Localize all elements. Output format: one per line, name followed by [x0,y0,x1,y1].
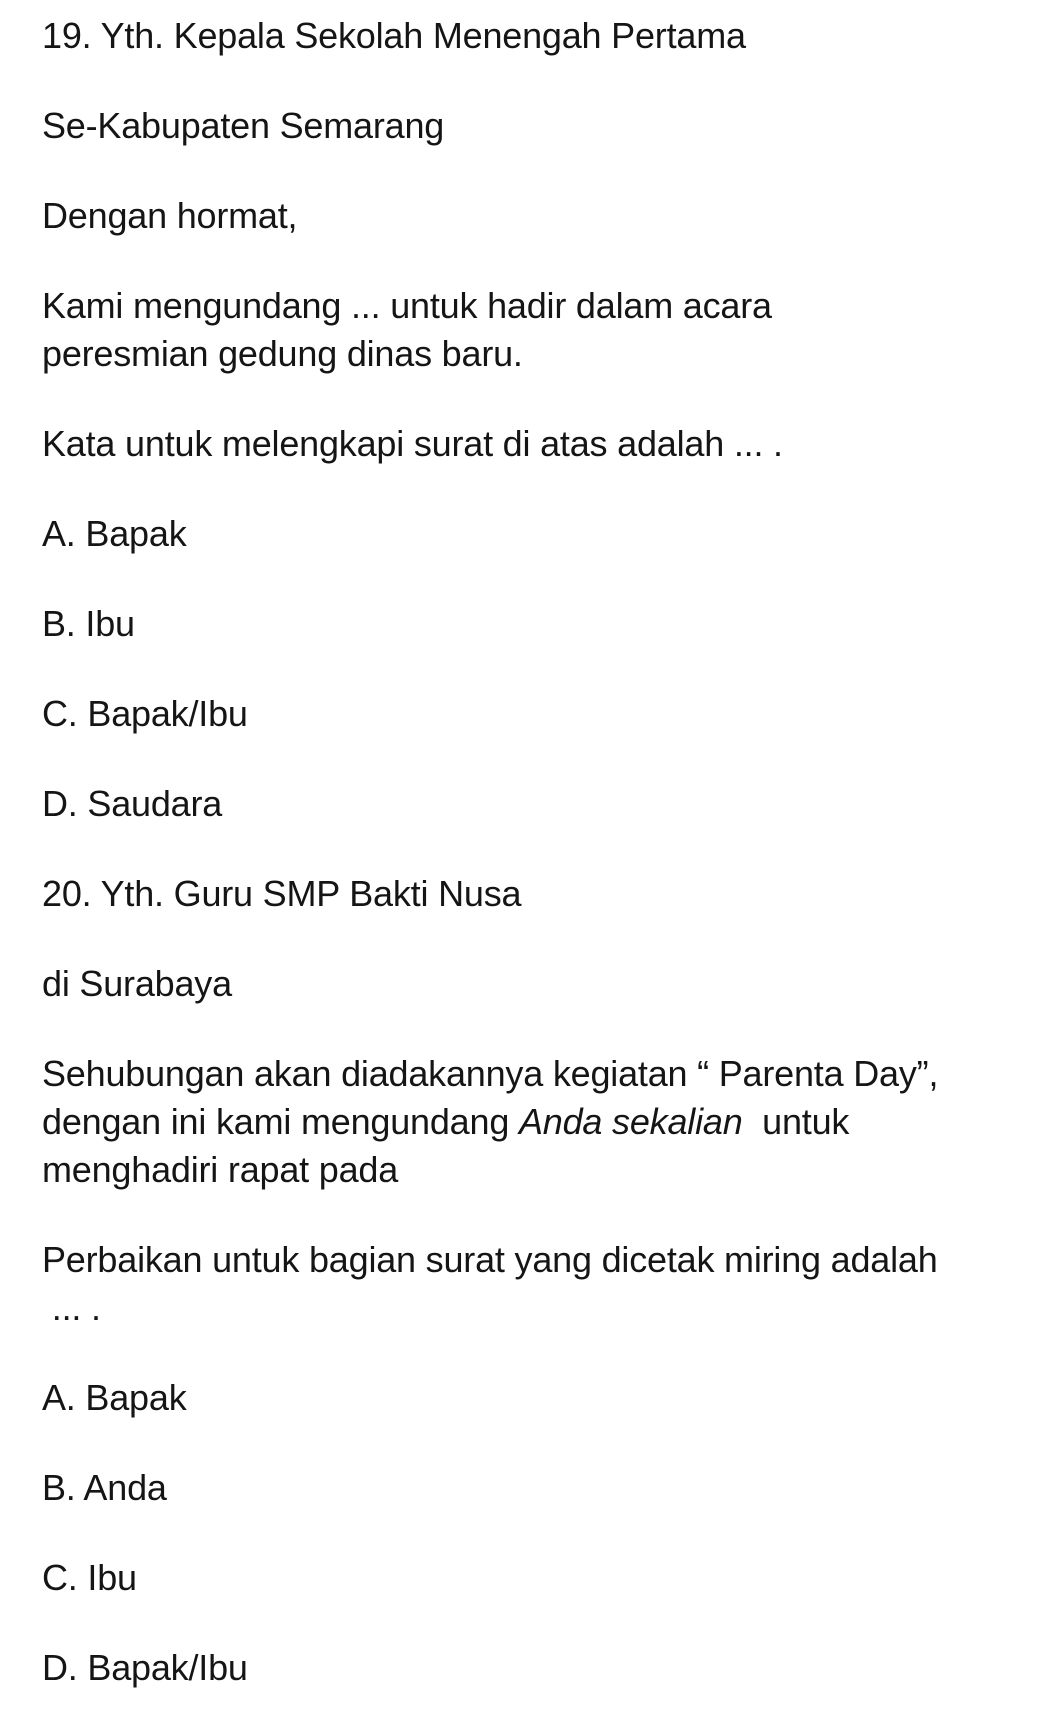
q20-option-c: C. Ibu [42,1557,137,1598]
q20-body-line3: menghadiri rapat pada [42,1149,399,1190]
q19-option-d: D. Saudara [42,783,223,824]
q20-recipient-line1: 20. Yth. Guru SMP Bakti Nusa [42,873,522,914]
q20-body-line2-after: untuk [742,1101,850,1142]
q20-body-line2 [42,1098,849,1146]
q20-option-d: D. Bapak/Ibu [42,1647,248,1688]
q20-question-line1: Perbaikan untuk bagian surat yang dicetak miring adalah [42,1239,938,1280]
q20-body-line1: Sehubungan akan diadakannya kegiatan “ Parenta Day”, [42,1053,939,1094]
q20-recipient-line2: di Surabaya [42,963,232,1004]
q20-question-line2: ... . [42,1287,101,1328]
q19-body-line2: peresmian gedung dinas baru. [42,333,523,374]
q20-option-a: A. Bapak [42,1377,187,1418]
q19-salutation: Dengan hormat, [42,195,298,236]
q19-body-line1: Kami mengundang ... untuk hadir dalam acara [42,285,772,326]
q19-recipient-line1: 19. Yth. Kepala Sekolah Menengah Pertama [42,15,746,56]
q20-option-b: B. Anda [42,1467,167,1508]
q20-body-line2-before: dengan ini kami mengundang [42,1101,519,1142]
q19-option-a: A. Bapak [42,513,187,554]
q19-option-b: B. Ibu [42,603,135,644]
q20-italic-phrase: Anda sekalian [518,1101,743,1142]
q19-question: Kata untuk melengkapi surat di atas adalah ... . [42,423,783,464]
q19-recipient-line2: Se-Kabupaten Semarang [42,105,445,146]
q19-option-c: C. Bapak/Ibu [42,693,248,734]
